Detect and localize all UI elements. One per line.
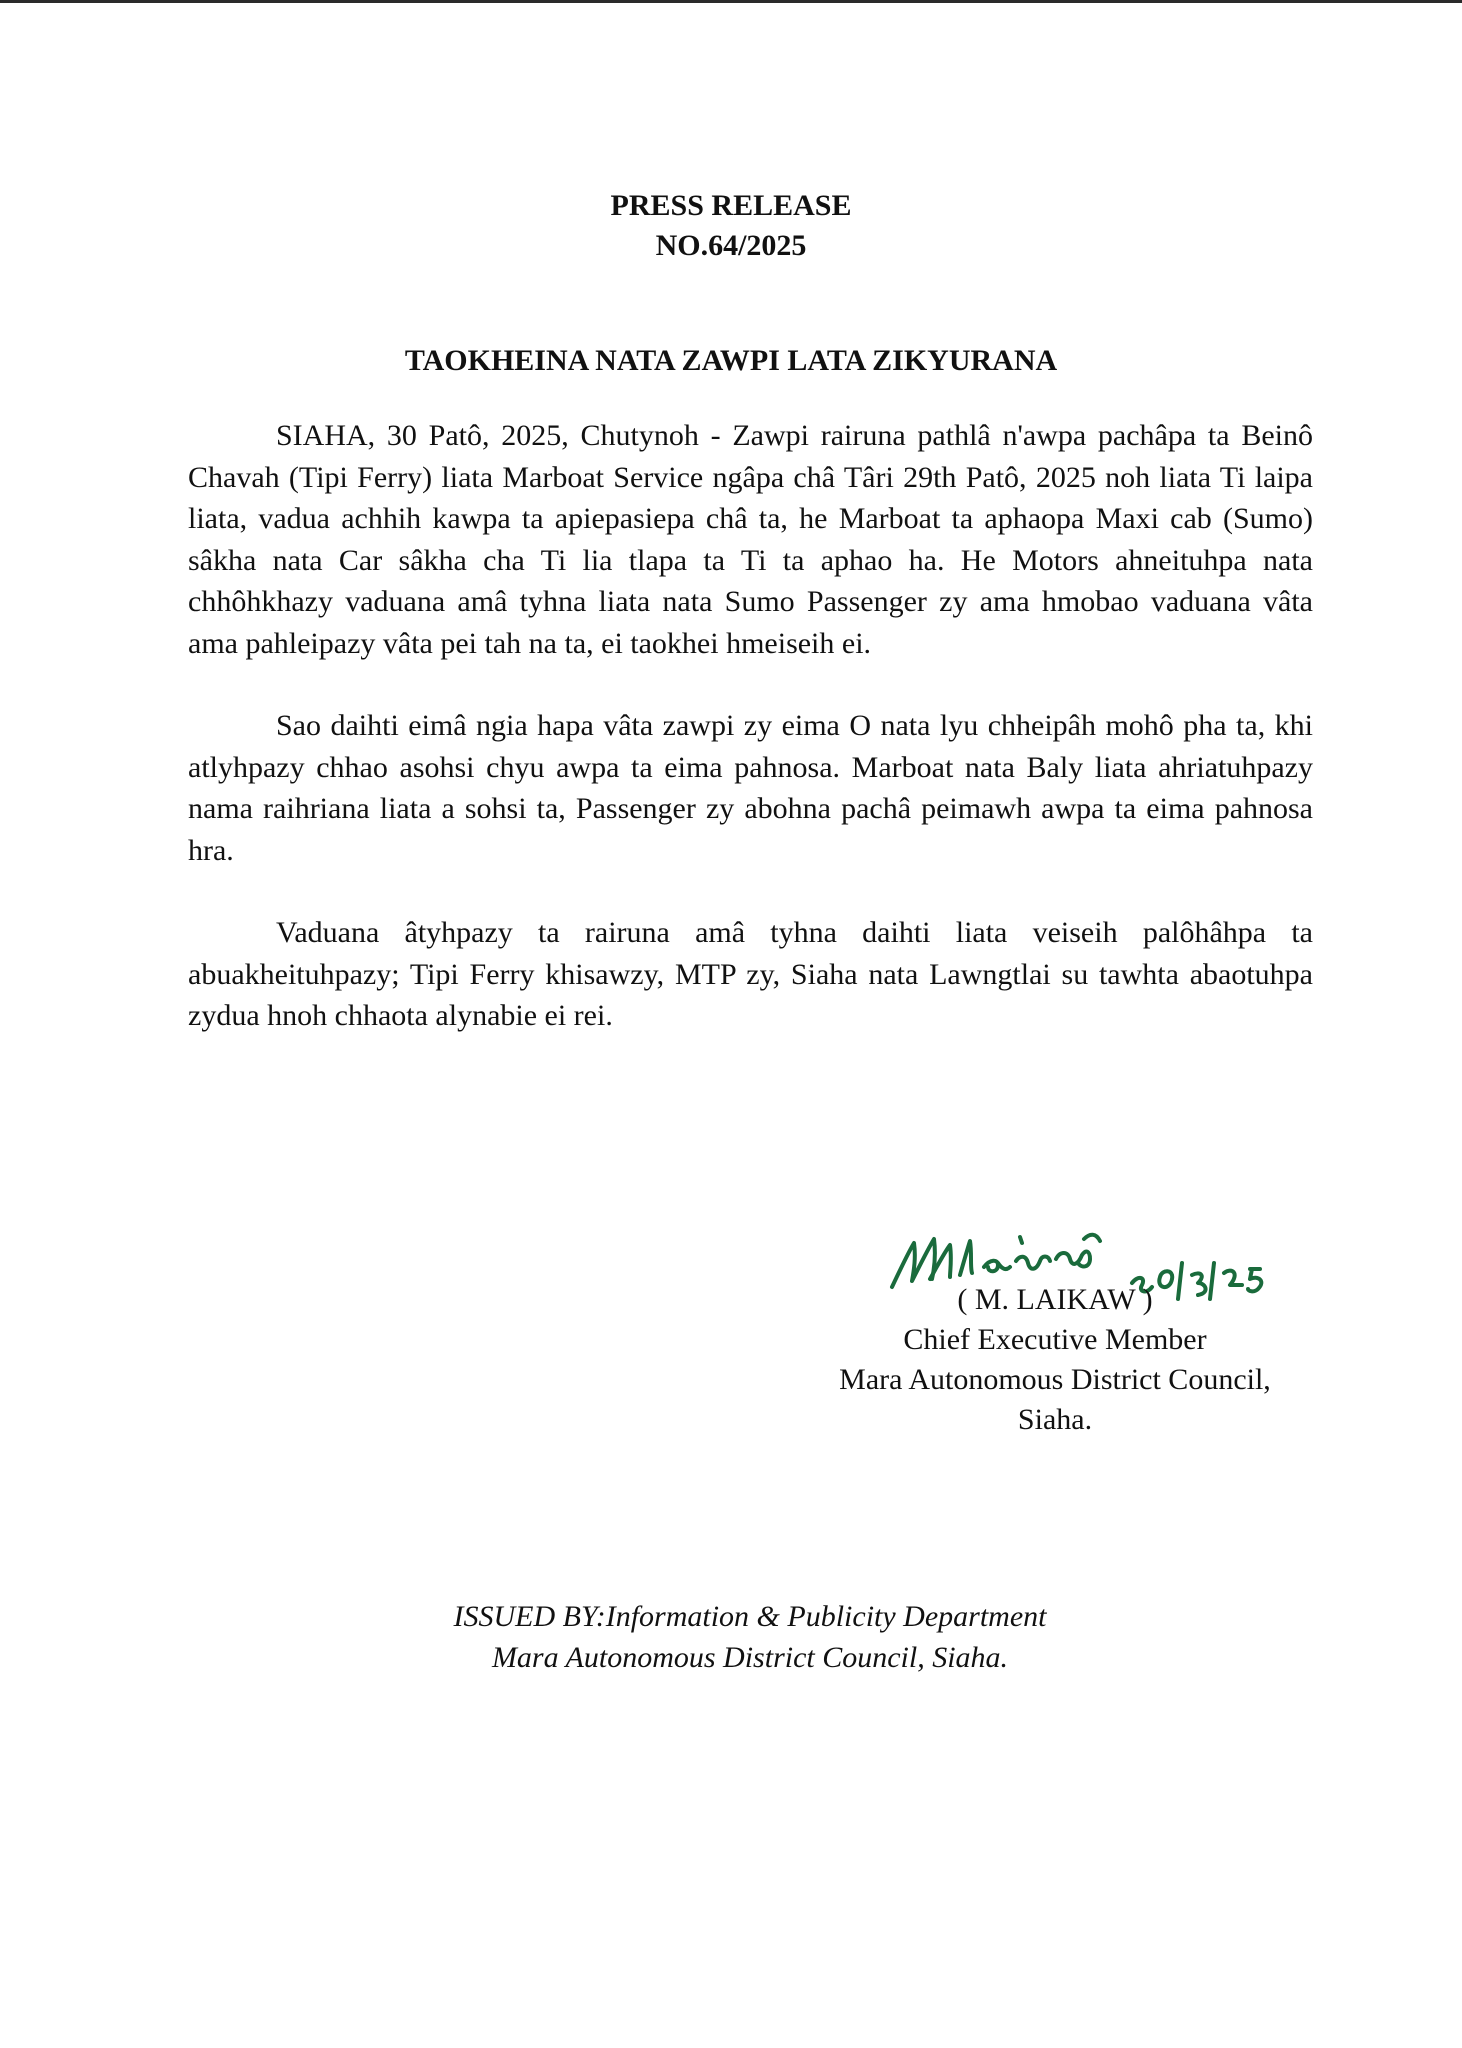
release-title: PRESS RELEASE	[610, 189, 852, 222]
issued-by-line-2: Mara Autonomous District Council, Siaha.	[491, 1641, 1009, 1674]
release-headline: TAOKHEINA NATA ZAWPI LATA ZIKYURANA	[404, 344, 1058, 377]
body-paragraph-3: Vaduana âtyhpazy ta rairuna amâ tyhna daihti liata veiseih palôhâhpa ta abuakheituhpazy; Tipi Ferry khisawzy, MTP zy, Siaha nata Lawngtlai su tawhta abaotuhpa zydua hnoh chhaota alynabie ei rei.	[188, 916, 1313, 1032]
signatory-place: Siaha.	[1017, 1403, 1093, 1436]
signatory-block	[770, 1280, 1340, 1440]
signatory-office: Mara Autonomous District Council,	[839, 1363, 1271, 1396]
body-paragraph-1: SIAHA, 30 Patô, 2025, Chutynoh - Zawpi rairuna pathlâ n'awpa pachâpa ta Beinô Chavah (Tipi Ferry) liata Marboat Service ngâpa châ Târi 29th Patô, 2025 noh liata Ti laipa liata, vadua achhih kawpa ta apiepasiepa châ ta, he Marboat ta aphaopa Maxi cab (Sumo) sâkha nata Car sâkha cha Ti lia tlapa ta Ti ta aphao ha. He Motors ahneituhpa nata chhôhkhazy vaduana amâ tyhna liata nata Sumo Passenger zy ama hmobao vaduana vâta ama pahleipazy vâta pei tah na ta, ei taokhei hmeiseih ei.	[188, 419, 1313, 660]
signatory-designation: Chief Executive Member	[903, 1323, 1207, 1356]
signatory-name: ( M. LAIKAW )	[957, 1283, 1153, 1316]
issued-by-line-1: ISSUED BY:Information & Publicity Department	[453, 1600, 1047, 1633]
issued-by-block	[0, 1596, 1462, 1678]
release-header	[0, 186, 1462, 266]
release-number: NO.64/2025	[655, 229, 807, 262]
body-paragraph-2: Sao daihti eimâ ngia hapa vâta zawpi zy eima O nata lyu chheipâh mohô pha ta, khi atlyhpazy chhao asohsi chyu awpa ta eima pahnosa. Marboat nata Baly liata ahriatuhpazy nama raihriana liata a sohsi ta, Passenger zy abohna pachâ peimawh awpa ta eima pahnosa hra.	[188, 709, 1313, 867]
scan-edge	[0, 0, 1462, 3]
release-body	[188, 415, 1313, 1078]
